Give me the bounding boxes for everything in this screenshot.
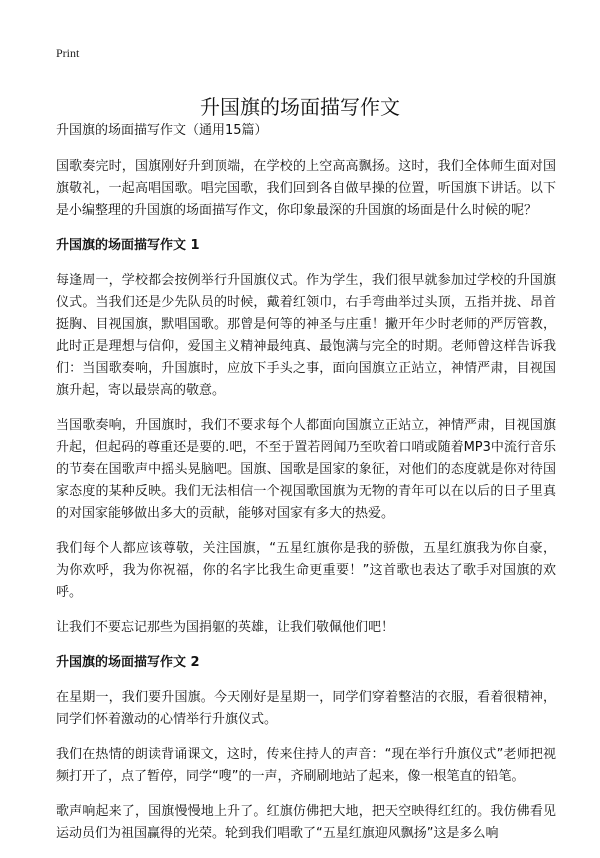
article-subtitle: 升国旗的场面描写作文（通用15篇） xyxy=(56,123,268,138)
section-1-paragraph: 我们每个人都应该尊敬，关注国旗，“五星红旗你是我的骄傲，五星红旗我为你自豪，为你欢呼，我为你祝福，你的名字比我生命更重要！”这首歌也表达了歌手对国旗的欢呼。 xyxy=(56,541,556,600)
section-heading-2: 升国旗的场面描写作文 2 xyxy=(56,655,200,670)
section-1-paragraph: 让我们不要忘记那些为国捐躯的英雄，让我们敬佩他们吧！ xyxy=(56,620,395,635)
print-link[interactable]: Print xyxy=(56,46,80,60)
section-2-paragraph: 我们在热情的朗读背诵课文，这时，传来住持人的声音：“现在举行升旗仪式”老师把视频打开了，点了暂停，同学“嗖”的一声，齐刷刷地站了起来，像一根笔直的铅笔。 xyxy=(56,747,556,784)
section-heading-1: 升国旗的场面描写作文 1 xyxy=(56,238,200,253)
section-2-paragraph: 歌声响起来了，国旗慢慢地上升了。红旗仿佛把大地，把天空映得红红的。我仿佛看见运动员们为祖国赢得的光荣。轮到我们唱歌了“五星红旗迎风飘扬”这是多么响 xyxy=(56,804,556,841)
section-1-paragraph: 每逢周一，学校都会按例举行升国旗仪式。作为学生，我们很早就参加过学校的升国旗仪式。当我们还是少先队员的时候，戴着红领巾，右手弯曲举过头顶，五指并拢、昂首挺胸、目视国旗，默唱国歌。那曾是何等的神圣与庄重！撇开年少时老师的严厉管教，此时正是理想与信仰，爱国主义精神最纯真、最饱满与完全的时期。老师曾这样告诉我们：当国歌奏响，升国旗时，应放下手头之事，面向国旗立正站立，神情严肃，目视国旗升起，寄以最崇高的敬意。 xyxy=(56,273,556,398)
section-1-paragraph: 当国歌奏响，升国旗时，我们不要求每个人都面向国旗立正站立，神情严肃，目视国旗升起，但起码的尊重还是要的.吧，不至于置若罔闻乃至吹着口哨或随着MP3中流行音乐的节奏在国歌声中摇头晃脑吧。国旗、国歌是国家的象征，对他们的态度就是你对待国家态度的某种反映。我们无法相信一个视国歌国旗为无物的青年可以在以后的日子里真的对国家能够做出多大的贡献，能够对国家有多大的热爱。 xyxy=(56,418,556,521)
intro-paragraph: 国歌奏完时，国旗刚好升到顶端，在学校的上空高高飘扬。这时，我们全体师生面对国旗敬礼，一起高唱国歌。唱完国歌，我们回到各自做早操的位置，听国旗下讲话。以下是小编整理的升国旗的场面描写作文，你印象最深的升国旗的场面是什么时候的呢？ xyxy=(56,159,556,218)
section-2-paragraph: 在星期一，我们要升国旗。今天刚好是星期一，同学们穿着整洁的衣服，看着很精神，同学们怀着激动的心情举行升旗仪式。 xyxy=(56,690,556,727)
article-body xyxy=(56,120,556,858)
page-title: 升国旗的场面描写作文 xyxy=(200,95,400,120)
